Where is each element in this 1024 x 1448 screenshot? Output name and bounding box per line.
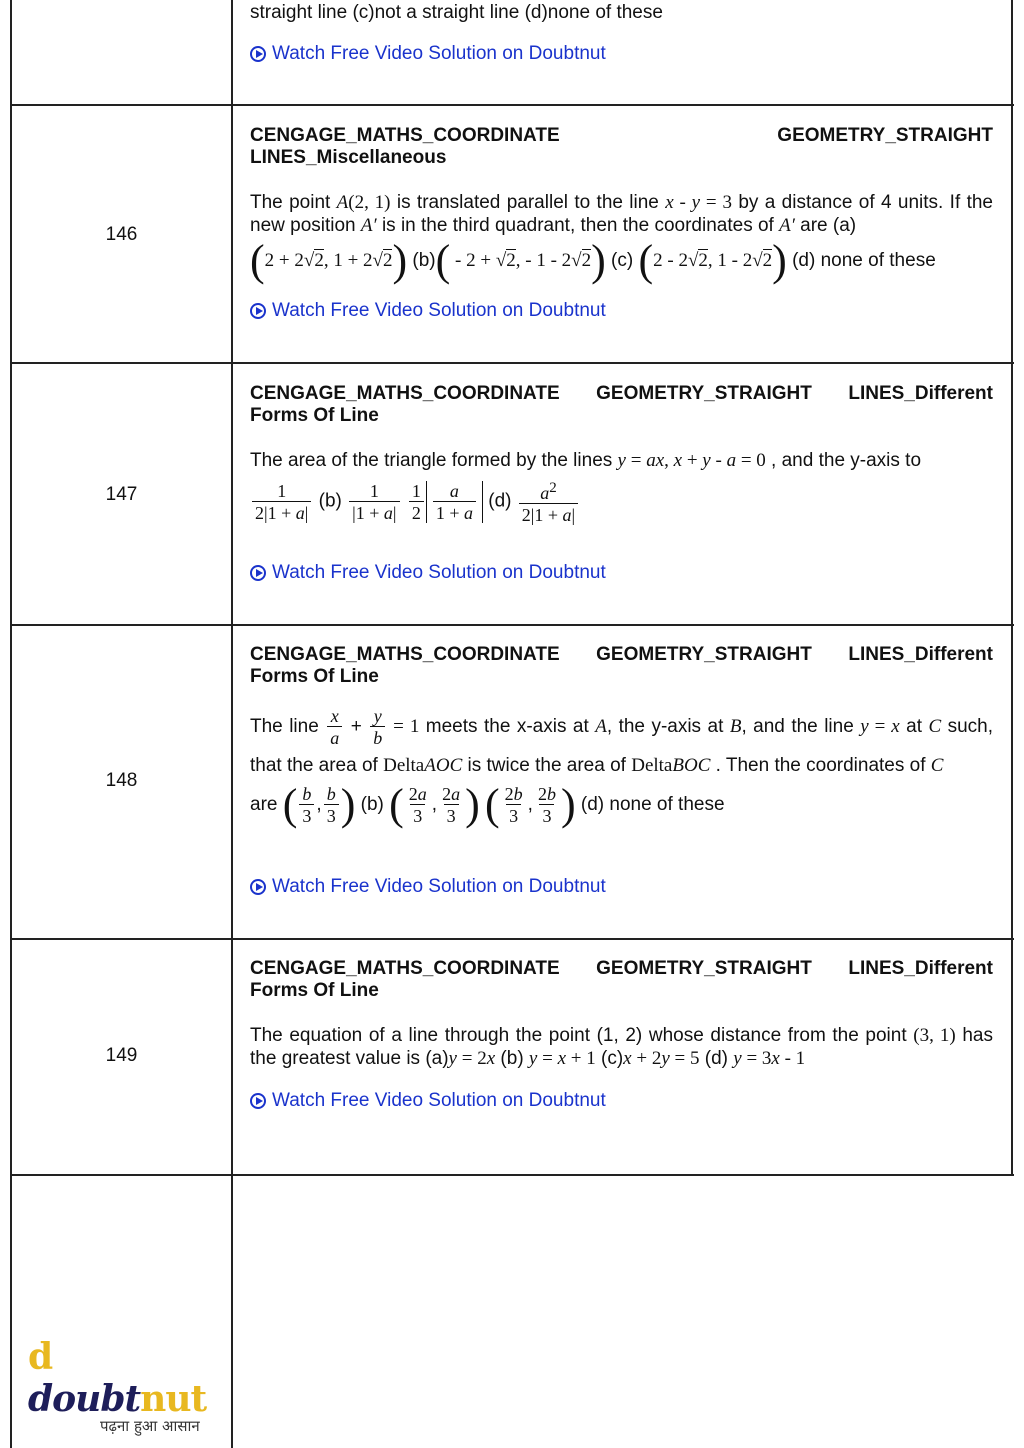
topic-tag-line2: LINES_Miscellaneous — [250, 147, 447, 168]
question-text: The equation of a line through the point (1, 2) whose distance from the point (3, 1) has the greatest value is (a)y = 2x (b) y = x + 1 (c)x + 2y = 5 (d) y = 3x - 1 — [250, 1025, 993, 1069]
watch-video-link[interactable] — [250, 876, 606, 898]
row-divider — [10, 104, 1014, 106]
topic-tag: CENGAGE_MATHS_COORDINATE GEOMETRY_STRAIGHT LINES_Different — [250, 383, 993, 404]
logo-tagline: पढ़ना हुआ आसान — [100, 1417, 200, 1435]
watch-video-label: Watch Free Video Solution on Doubtnut — [272, 876, 606, 897]
logo-wordmark — [28, 1336, 218, 1420]
row-divider — [10, 362, 1014, 364]
watch-video-link[interactable] — [250, 43, 606, 65]
question-number: 146 — [105, 224, 138, 245]
watch-video-link[interactable] — [250, 562, 606, 584]
question-text: The point A(2, 1) is translated parallel to the line x - y = 3 by a distance of 4 units. If the new position A′ is in the third quadrant, then the coordinates of A′ are (a) (2 + 2√2, 1 + 2√2) (b)( - 2 + √2, - 1 - 2√2) (c) (2 - 2√2, 1 - 2√2) (d) none of these — [250, 192, 993, 285]
row-divider — [10, 1174, 1014, 1176]
tag-part: CENGAGE_MATHS_COORDINATE — [250, 125, 560, 146]
row-divider — [10, 624, 1014, 626]
watch-video-link[interactable] — [250, 1090, 606, 1112]
topic-tag-line2: Forms Of Line — [250, 405, 379, 426]
question-number: 149 — [105, 1045, 138, 1066]
question-text: The line $\frac{x}{a}$ + $\frac{y}{b}$ = 1 meets the x-axis at A, the y-axis at B, and the line y = x at C such, that the area of DeltaAOC is twice the area of DeltaBOC . Then the coordinates of C are ( $\frac{b}{3}$ , $\frac{b}{3}$ ) (b) ( $\frac{2a}{3}$ , $\frac{2a}{3}$ ) ( $\frac{2b}{3}$ , $\frac{2b}{3}$ ) (d) none of these — [250, 706, 994, 829]
question-cell — [250, 958, 993, 1070]
question-text: The area of the triangle formed by the lines y = ax, x + y - a = 0 , and the y-axis to $\frac{1}{2|1 + a|}$ (b) $\frac{1}{|1 + a|}$ $\frac{1}{2}$ $\frac{a}{1 + a}$ (d) $\frac{a^2}{2|1 + a|}$ — [250, 450, 922, 525]
doubtnut-logo — [28, 1336, 218, 1436]
logo-mark: d — [28, 1336, 53, 1378]
tag-part: GEOMETRY_STRAIGHT — [777, 125, 993, 146]
row-divider — [10, 938, 1014, 940]
topic-tag: CENGAGE_MATHS_COORDINATE GEOMETRY_STRAIGHT LINES_Different — [250, 644, 993, 665]
question-number: 147 — [105, 484, 138, 505]
topic-tag-line2: Forms Of Line — [250, 666, 379, 687]
table-border-middle — [231, 0, 233, 1448]
question-tail: straight line (c)not a straight line (d)none of these — [250, 2, 663, 23]
topic-tag — [250, 125, 993, 147]
question-cell — [250, 383, 993, 525]
watch-video-link[interactable] — [250, 300, 606, 322]
topic-tag-line2: Forms Of Line — [250, 980, 379, 1001]
play-icon — [250, 46, 266, 62]
question-cell — [250, 125, 993, 285]
question-cell — [250, 644, 994, 829]
play-icon — [250, 303, 266, 319]
watch-video-label: Watch Free Video Solution on Doubtnut — [272, 562, 606, 583]
play-icon — [250, 565, 266, 581]
watch-video-label: Watch Free Video Solution on Doubtnut — [272, 300, 606, 321]
question-number: 148 — [105, 770, 138, 791]
watch-video-label: Watch Free Video Solution on Doubtnut — [272, 1090, 606, 1111]
play-icon — [250, 1093, 266, 1109]
watch-video-label: Watch Free Video Solution on Doubtnut — [272, 43, 606, 64]
play-icon — [250, 879, 266, 895]
logo-nut: nut — [140, 1378, 207, 1420]
table-border-right — [1011, 0, 1013, 1176]
table-border-left — [10, 0, 12, 1448]
logo-doubt: doubt — [28, 1378, 141, 1420]
topic-tag: CENGAGE_MATHS_COORDINATE GEOMETRY_STRAIGHT LINES_Different — [250, 958, 993, 979]
